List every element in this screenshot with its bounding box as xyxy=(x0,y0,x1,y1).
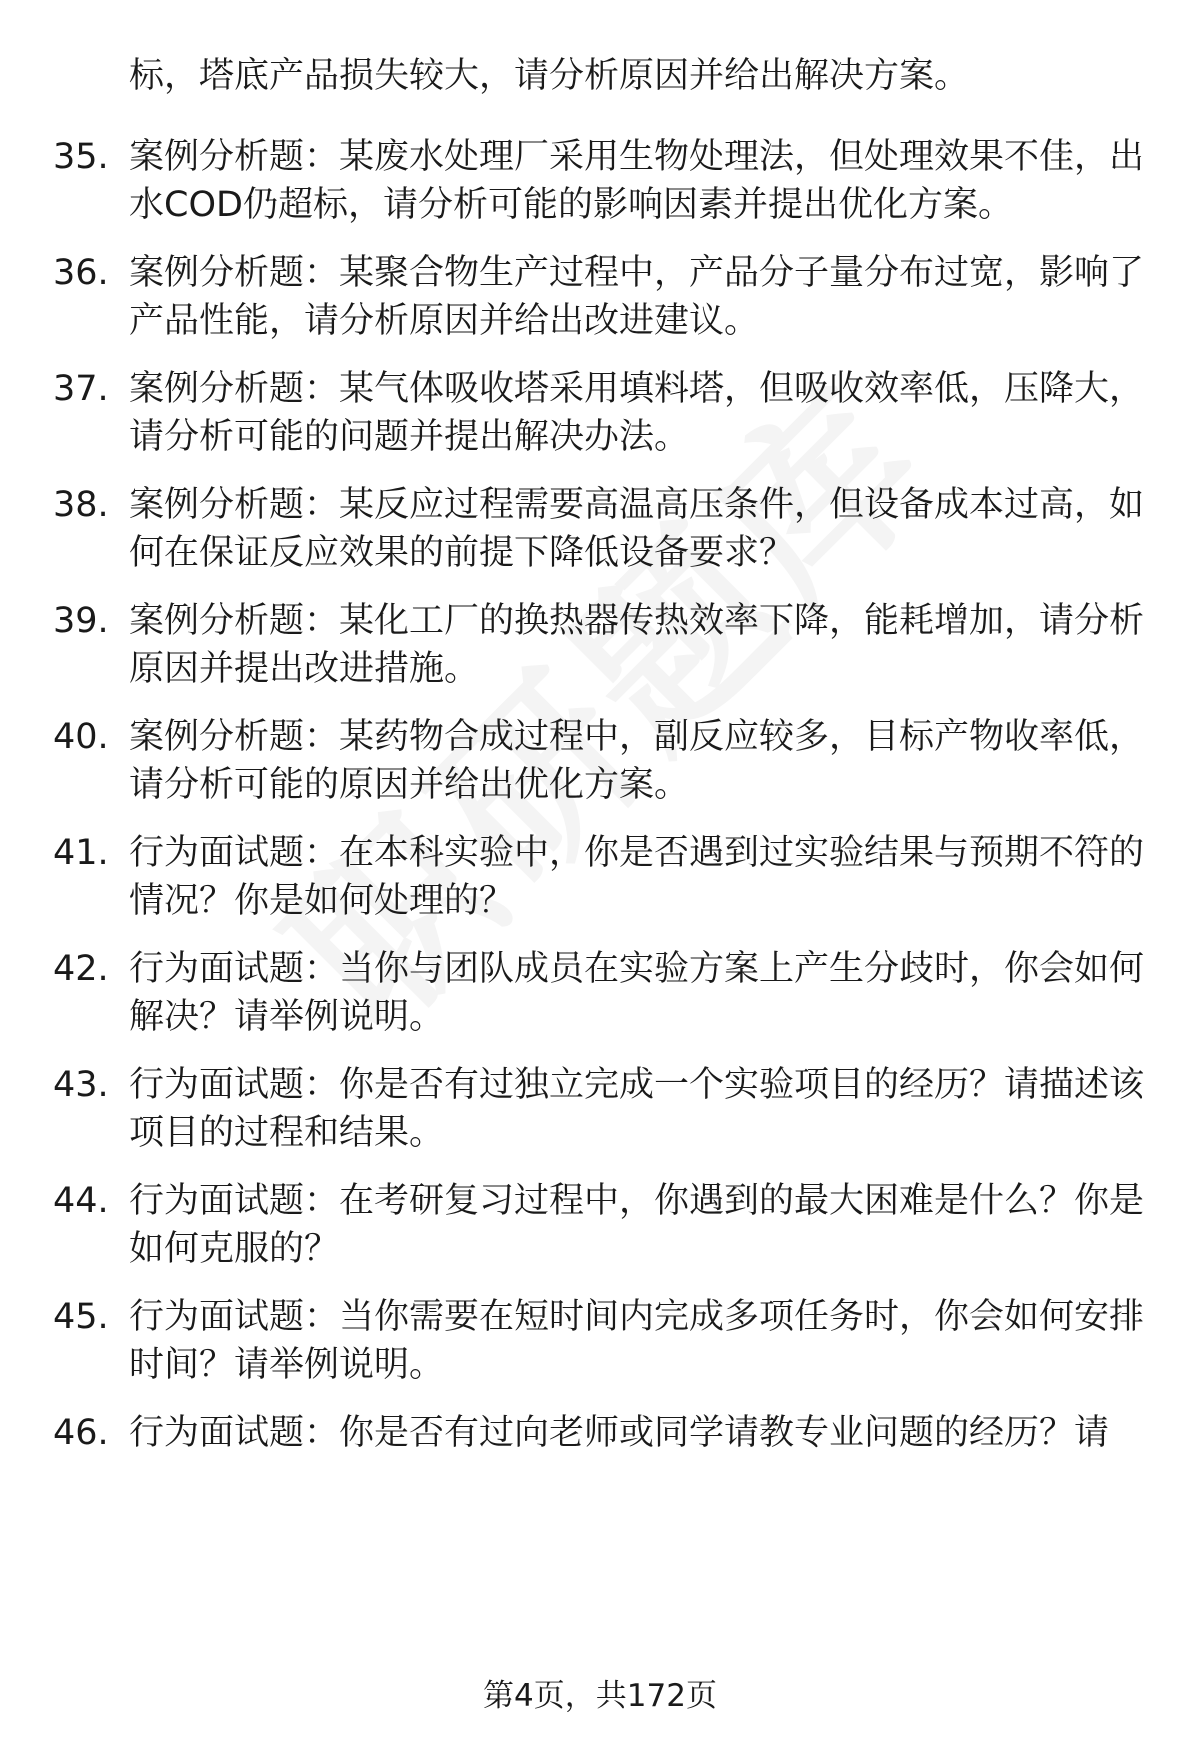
question-text: 案例分析题：某聚合物生产过程中，产品分子量分布过宽，影响了产品性能，请分析原因并给出改进建议。 xyxy=(129,253,1145,341)
question-number: 39. xyxy=(53,601,109,641)
question-item xyxy=(0,1061,1200,1161)
question-number: 36. xyxy=(53,253,109,293)
question-number: 44. xyxy=(53,1181,109,1221)
question-number: 38. xyxy=(53,485,109,525)
question-item xyxy=(0,365,1200,465)
page-footer: 第4页，共172页 xyxy=(483,1678,717,1714)
question-text: 案例分析题：某气体吸收塔采用填料塔，但吸收效率低，压降大，请分析可能的问题并提出解决办法。 xyxy=(129,369,1145,457)
question-text: 行为面试题：当你与团队成员在实验方案上产生分歧时，你会如何解决？请举例说明。 xyxy=(129,949,1145,1037)
question-text: 案例分析题：某化工厂的换热器传热效率下降，能耗增加，请分析原因并提出改进措施。 xyxy=(129,601,1145,689)
question-item xyxy=(0,713,1200,813)
question-text: 案例分析题：某反应过程需要高温高压条件，但设备成本过高，如何在保证反应效果的前提下降低设备要求？ xyxy=(129,485,1145,573)
question-number: 46. xyxy=(53,1413,109,1453)
question-item xyxy=(0,249,1200,349)
question-item xyxy=(0,829,1200,929)
question-text: 行为面试题：在考研复习过程中，你遇到的最大困难是什么？你是如何克服的？ xyxy=(129,1181,1145,1269)
question-item xyxy=(0,1293,1200,1393)
question-number: 43. xyxy=(53,1065,109,1105)
question-text: 行为面试题：当你需要在短时间内完成多项任务时，你会如何安排时间？请举例说明。 xyxy=(129,1297,1145,1385)
question-item xyxy=(0,481,1200,581)
continuation-text: 标，塔底产品损失较大，请分析原因并给出解决方案。 xyxy=(129,56,970,96)
question-number: 35. xyxy=(53,137,109,177)
question-text: 行为面试题：你是否有过独立完成一个实验项目的经历？请描述该项目的过程和结果。 xyxy=(129,1065,1145,1153)
question-text: 行为面试题：在本科实验中，你是否遇到过实验结果与预期不符的情况？你是如何处理的？ xyxy=(129,833,1145,921)
question-number: 41. xyxy=(53,833,109,873)
question-number: 45. xyxy=(53,1297,109,1337)
question-item xyxy=(0,1177,1200,1277)
question-text: 案例分析题：某废水处理厂采用生物处理法，但处理效果不佳，出水COD仍超标，请分析可能的影响因素并提出优化方案。 xyxy=(129,137,1145,225)
question-item xyxy=(0,945,1200,1045)
question-number: 42. xyxy=(53,949,109,989)
question-text: 行为面试题：你是否有过向老师或同学请教专业问题的经历？请 xyxy=(129,1413,1110,1453)
question-item xyxy=(0,597,1200,697)
question-item xyxy=(0,1409,1200,1509)
question-item xyxy=(0,133,1200,233)
question-number: 40. xyxy=(53,717,109,757)
question-number: 37. xyxy=(53,369,109,409)
question-text: 案例分析题：某药物合成过程中，副反应较多，目标产物收率低，请分析可能的原因并给出优化方案。 xyxy=(129,717,1145,805)
